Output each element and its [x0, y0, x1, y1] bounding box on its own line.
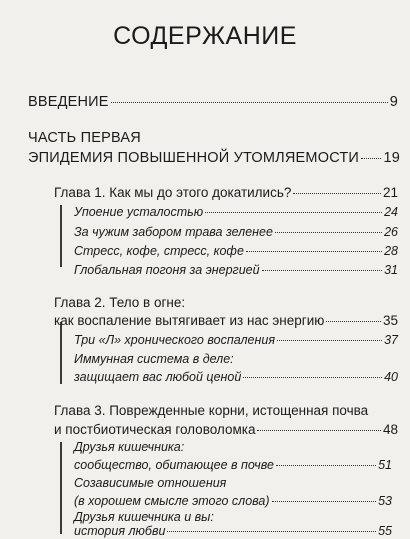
toc-page-number: 26	[384, 225, 398, 240]
leader-dots	[111, 89, 388, 103]
toc-page-number: 28	[384, 244, 398, 259]
leader-dots	[276, 454, 376, 466]
toc-subentry-line: Созависимые отношения	[74, 476, 227, 490]
toc-entry-label: сообщество, обитающее в почве	[74, 458, 274, 473]
toc-entry-label: как воспаление вытягивает из нас энергию	[54, 313, 325, 329]
toc-page-number: 51	[378, 458, 392, 473]
leader-dots	[277, 329, 382, 341]
toc-page-number: 31	[384, 263, 398, 278]
toc-subentry[interactable]	[74, 224, 398, 239]
toc-subentry[interactable]	[74, 523, 392, 538]
leader-dots	[257, 418, 381, 431]
leader-dots	[272, 490, 377, 502]
toc-entry-label: и постбиотическая головоломка	[54, 422, 256, 438]
toc-subentry-line: Друзья кишечника:	[74, 440, 185, 454]
toc-subentry-line: Иммунная система в деле:	[74, 352, 234, 366]
toc-page-number: 9	[389, 94, 398, 111]
toc-page-number: 35	[382, 313, 398, 329]
toc-subentry[interactable]	[74, 493, 392, 508]
toc-entry-label: За чужим забором трава зеленее	[74, 225, 273, 240]
leader-dots	[262, 259, 383, 271]
chapter-rule	[60, 205, 62, 267]
toc-subentry-line: Друзья кишечника и вы:	[74, 510, 214, 524]
toc-subentry[interactable]	[74, 204, 398, 219]
toc-entry-label: ЭПИДЕМИЯ ПОВЫШЕННОЙ УТОМЛЯЕМОСТИ	[28, 150, 360, 167]
toc-subentry[interactable]	[74, 243, 398, 258]
leader-dots	[275, 221, 382, 233]
toc-entry-intro[interactable]	[28, 92, 398, 110]
chapter-rule	[60, 322, 62, 384]
toc-entry-label: Глобальная погоня за энергией	[74, 263, 260, 278]
toc-subentry[interactable]	[74, 457, 392, 472]
page-title: СОДЕРЖАНИЕ	[113, 22, 297, 50]
leader-dots	[361, 145, 381, 159]
toc-page-number: 37	[384, 333, 398, 348]
toc-subentry[interactable]	[74, 262, 398, 277]
toc-entry-chapter3[interactable]	[54, 421, 398, 437]
toc-entry-label: ВВЕДЕНИЕ	[28, 94, 109, 111]
toc-entry-chapter2[interactable]	[54, 312, 398, 328]
toc-entry-label: Глава 1. Как мы до этого докатились?	[54, 185, 292, 201]
leader-dots	[205, 201, 382, 213]
toc-entry-label: Три «Л» хронического воспаления	[74, 333, 276, 348]
part-heading: ЧАСТЬ ПЕРВАЯ	[28, 130, 141, 146]
leader-dots	[326, 309, 381, 322]
toc-entry-part1[interactable]	[28, 148, 400, 166]
toc-page-number: 55	[378, 524, 392, 539]
toc-page-number: 21	[382, 185, 398, 201]
toc-page-number: 48	[382, 422, 398, 438]
toc-subentry[interactable]	[74, 369, 398, 384]
leader-dots	[293, 181, 381, 194]
leader-dots	[167, 520, 376, 532]
toc-page-number: 24	[384, 205, 398, 220]
toc-entry-label: Стресс, кофе, стресс, кофе	[74, 244, 244, 259]
toc-page-number: 53	[378, 494, 392, 509]
toc-page-number: 19	[383, 150, 400, 167]
leader-dots	[243, 366, 382, 378]
toc-subentry[interactable]	[74, 332, 398, 347]
leader-dots	[246, 240, 382, 252]
toc-entry-label: (в хорошем смысле этого слова)	[74, 494, 270, 509]
chapter-heading: Глава 2. Тело в огне:	[54, 295, 186, 310]
toc-entry-label: история любви	[74, 524, 166, 539]
toc-entry-label: защищает вас любой ценой	[74, 370, 242, 385]
toc-page-number: 40	[384, 370, 398, 385]
chapter-heading: Глава 3. Поврежденные корни, истощенная почва	[54, 403, 369, 418]
chapter-rule	[60, 442, 62, 534]
toc-entry-label: Упоение усталостью	[74, 205, 204, 220]
toc-entry-chapter1[interactable]	[54, 184, 398, 200]
